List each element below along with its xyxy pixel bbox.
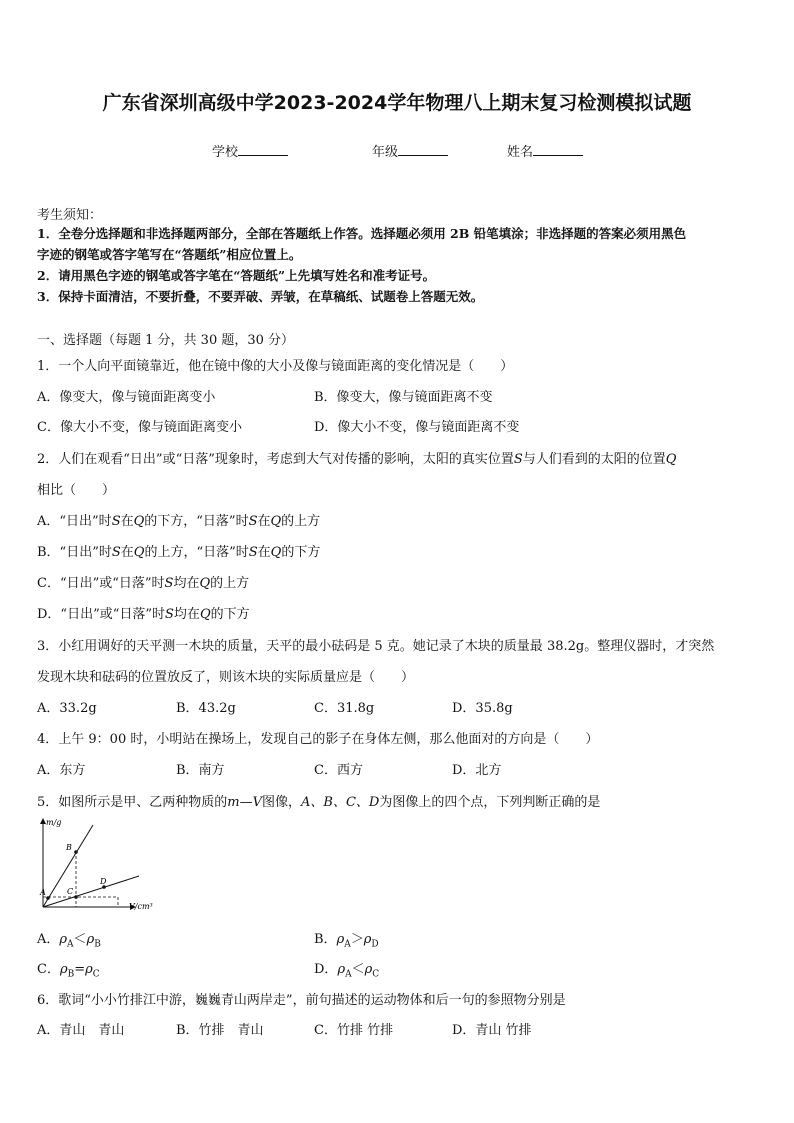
q6-option-d[interactable]: D．青山 竹排 [452,1023,532,1038]
notice-item-1: 1．全卷分选择题和非选择题两部分，全部在答题纸上作答。选择题必须用 2B 铅笔填涂；非选择题的答案必须用黑色 [37,226,687,241]
var-s: S [248,514,258,529]
q2-option-d[interactable] [37,603,250,622]
school-field[interactable] [212,141,288,160]
q5-d-prefix: D． [314,962,338,977]
notice-item-1-cont: 字迹的钢笔或答字笔写在“答题纸”相应位置上。 [37,247,302,262]
q1-option-b[interactable]: B．像变大，像与镜面距离不变 [314,390,493,405]
q2-a-text4: 在 [257,514,271,529]
var-s: S [111,545,121,560]
graph-label-a: A [40,888,46,897]
q4-option-a[interactable]: A．东方 [37,763,86,778]
q5-option-c[interactable] [37,958,100,980]
section-heading: 一、选择题（每题 1 分，共 30 题，30 分） [37,333,295,348]
var-s: S [164,576,174,591]
q4-stem: 4．上午 9：00 时，小明站在操场上，发现自己的影子在身体左侧，那么他面对的方向是（ ） [37,732,599,747]
graph-label-c: C [67,887,74,896]
graph-y-label: m/g [46,818,62,827]
q1-option-a[interactable]: A．像变大，像与镜面距离变小 [37,390,216,405]
q4-option-c[interactable]: C．西方 [314,763,363,778]
q5-c-relation: = [74,962,86,977]
school-label: 学校 [212,145,239,160]
q2-option-a[interactable] [37,510,320,529]
q4-option-b[interactable]: B．南方 [176,763,225,778]
q5-c-prefix: C． [37,962,60,977]
q2-d-text3: 的下方 [210,607,250,622]
q3-option-b[interactable]: B．43.2g [176,701,236,716]
rho-symbol: ρ [363,932,372,947]
q6-option-c[interactable]: C．竹排 竹排 [314,1023,394,1038]
var-q: Q [270,545,282,560]
q2-stem-end: 相比（ ） [37,483,116,498]
var-q: Q [133,514,145,529]
q2-option-c[interactable] [37,572,249,591]
sub-a: A [67,939,74,950]
rho-symbol: ρ [59,962,68,977]
q2-c-text2: 均在 [173,576,200,591]
grade-field[interactable] [372,141,448,160]
sub-d: D [371,939,379,950]
q5-stem-part3: 为图像上的四个点，下列判断正确的是 [379,795,601,810]
name-label: 姓名 [507,145,534,160]
q5-d-relation: ＜ [351,962,365,977]
var-s: S [111,514,121,529]
q2-a-text2: 在 [120,514,134,529]
grade-label: 年级 [372,145,399,160]
sub-b: B [67,969,75,980]
school-blank[interactable] [238,143,288,156]
q2-b-text3: 的上方，“日落”时 [144,545,249,560]
q1-option-d[interactable]: D．像大小不变，像与镜面距离不变 [314,420,520,435]
var-s: S [513,452,523,467]
q5-b-prefix: B． [314,932,337,947]
var-q: Q [270,514,282,529]
sub-a: A [345,969,352,980]
q6-stem: 6．歌词“小小竹排江中游，巍巍青山两岸走”，前句描述的运动物体和后一句的参照物分别是 [37,993,566,1008]
notice-heading: 考生须知： [37,208,103,223]
q2-a-text3: 的下方，“日落”时 [144,514,249,529]
q3-stem-cont: 发现木块和砝码的位置放反了，则该木块的实际质量应是（ ） [37,670,415,685]
var-q: Q [665,452,677,467]
sub-c: C [372,969,380,980]
q5-mv: m—V [227,795,262,810]
graph-x-label: V/cm³ [129,902,153,911]
point-c [74,895,78,899]
q5-option-b[interactable] [314,928,379,950]
var-q: Q [199,607,211,622]
q2-a-text5: 的上方 [281,514,321,529]
rho-symbol: ρ [59,932,68,947]
page-title: 广东省深圳高级中学2023-2024学年物理八上期末复习检测模拟试题 [102,92,692,114]
q2-b-text2: 在 [120,545,134,560]
graph-label-b: B [66,843,72,852]
q5-a-prefix: A． [37,932,60,947]
q5-stem-part1: 5．如图所示是甲、乙两种物质的 [37,795,228,810]
q5-points: A、B、C、D [301,795,380,810]
var-s: S [165,607,174,622]
q2-option-b[interactable] [37,541,320,560]
q3-option-d[interactable]: D．35.8g [452,701,513,716]
q2-b-text4: 在 [257,545,271,560]
student-info-row [0,141,794,161]
var-q: Q [133,545,145,560]
q1-stem: 1．一个人向平面镜靠近，他在镜中像的大小及像与镜面距离的变化情况是（ ） [37,359,514,374]
q2-stem-part2: 与人们看到的太阳的位置 [522,452,666,467]
point-b [74,850,78,854]
rho-symbol: ρ [337,962,346,977]
grade-blank[interactable] [398,143,448,156]
q4-option-d[interactable]: D．北方 [452,763,502,778]
q2-b-text1: B．“日出”时 [37,545,112,560]
notice-item-2: 2．请用黑色字迹的钢笔或答字笔在“答题纸”上先填写姓名和准考证号。 [37,268,436,283]
q2-d-text1: D．“日出”或“日落”时 [37,607,166,622]
q5-stem [37,791,600,810]
rho-symbol: ρ [364,962,373,977]
q2-c-text1: C．“日出”或“日落”时 [37,576,165,591]
q2-a-text1: A．“日出”时 [37,514,112,529]
q5-a-relation: ＜ [73,932,87,947]
rho-symbol: ρ [86,932,95,947]
q2-stem [37,448,676,467]
point-a [46,896,50,900]
q1-option-c[interactable]: C．像大小不变，像与镜面距离变小 [37,420,242,435]
q2-c-text3: 的上方 [210,576,250,591]
q5-option-d[interactable] [314,958,379,980]
var-s: S [248,545,258,560]
name-field[interactable] [507,141,583,160]
q5-b-relation: ＞ [350,932,364,947]
sub-a: A [344,939,351,950]
q6-option-b[interactable]: B．竹排 青山 [176,1023,264,1038]
mv-graph [37,815,167,920]
q2-d-text2: 均在 [173,607,200,622]
q3-stem: 3．小红用调好的天平测一木块的质量，天平的最小砝码是 5 克。她记录了木块的质量最 38.2g。整理仪器时，才突然 [37,639,715,654]
line-yi [43,876,139,907]
q2-stem-part1: 2．人们在观看“日出”或“日落”现象时，考虑到大气对传播的影响，太阳的真实位置 [37,452,514,467]
q5-option-a[interactable] [37,928,101,950]
q6-option-a[interactable]: A．青山 青山 [37,1023,125,1038]
notice-item-3: 3．保持卡面清洁，不要折叠，不要弄破、弄皱，在草稿纸、试题卷上答题无效。 [37,289,484,304]
name-blank[interactable] [533,143,583,156]
q2-b-text5: 的下方 [281,545,321,560]
q3-option-c[interactable]: C．31.8g [314,701,375,716]
q5-stem-part2: 图像， [262,795,302,810]
sub-b: B [94,939,101,950]
var-q: Q [199,576,211,591]
graph-label-d: D [100,877,107,886]
rho-symbol: ρ [85,962,93,977]
q3-option-a[interactable]: A．33.2g [37,701,97,716]
sub-c: C [92,969,100,980]
rho-symbol: ρ [336,932,345,947]
